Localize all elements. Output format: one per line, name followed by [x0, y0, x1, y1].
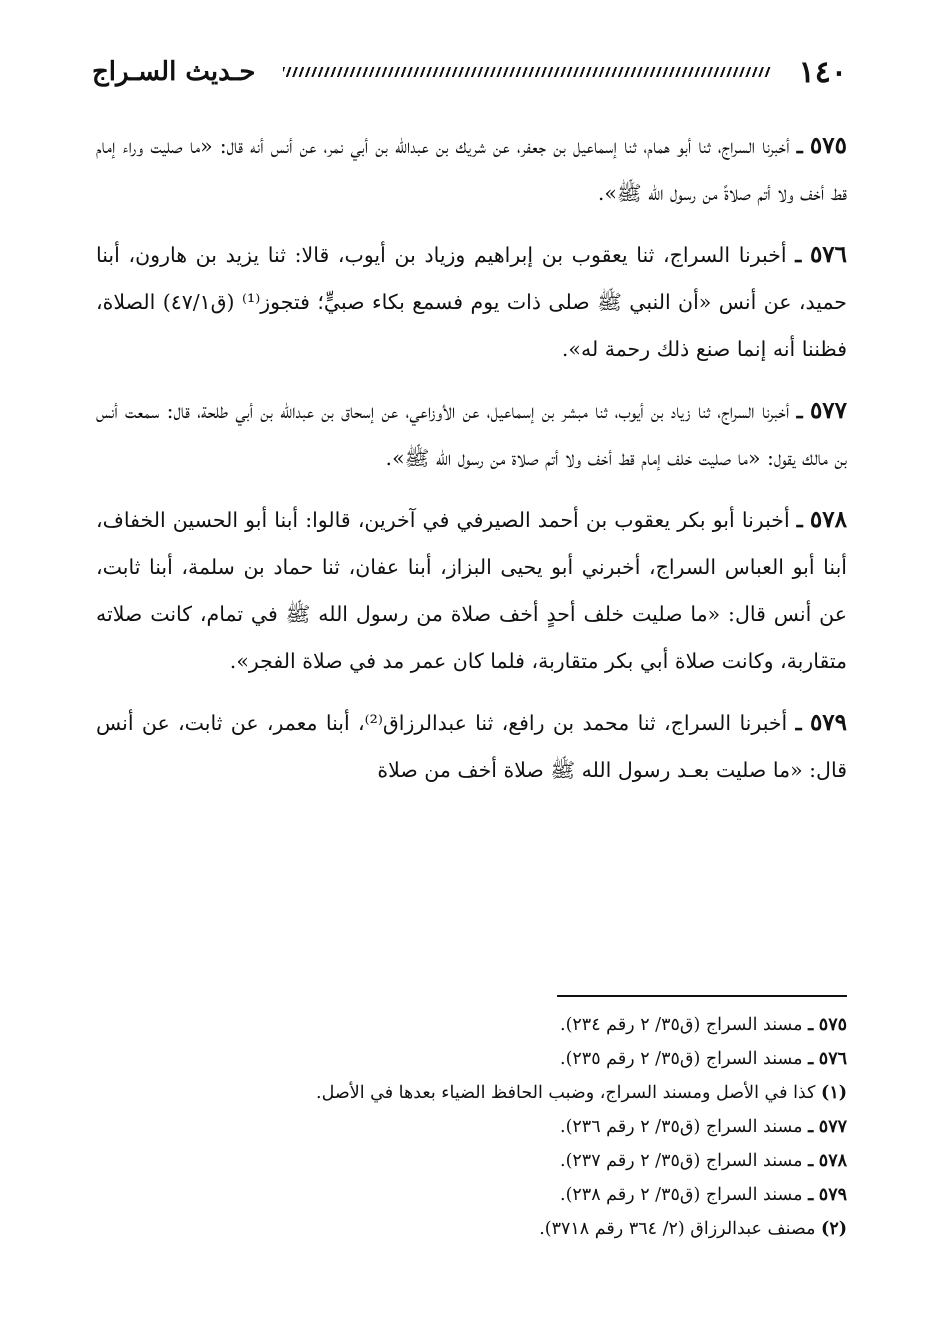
- footnote-label: (١): [821, 1083, 847, 1103]
- footnote-text: مسند السراج (ق٣٥/ ٢ رقم ٢٣٤).: [560, 1015, 803, 1035]
- footnote-text: كذا في الأصل ومسند السراج، وضبب الحافظ الضياء بعدها في الأصل.: [316, 1083, 816, 1103]
- footnote: ٥٧٥ ـ مسند السراج (ق٣٥/ ٢ رقم ٢٣٤).: [560, 1015, 847, 1035]
- hadith-text: أخبرنا السراج، ثنا محمد بن رافع، ثنا عبدالرزاق⁽²⁾، أبنا معمر، عن ثابت، عن أنس قال: «ما صليت بعـد رسول الله ﷺ صلاة أخف من صلاة: [96, 711, 847, 782]
- hadith-paragraph: ٥٧٩ ـ أخبرنا السراج، ثنا محمد بن رافع، ثنا عبدالرزاق⁽²⁾، أبنا معمر، عن ثابت، عن أنس قال: «ما صليت بعـد رسول الله ﷺ صلاة أخف من صلاة: [96, 709, 847, 782]
- hadith-paragraph: ٥٧٦ ـ أخبرنا السراج، ثنا يعقوب بن إبراهيم وزياد بن أيوب، قالا: ثنا يزيد بن هارون، أبنا حميد، عن أنس «أن النبي ﷺ صلى ذات يوم فسمع بكاء صبيٍّ؛ فتجوز⁽¹⁾ (ق٤٧/١) الصلاة، فظننا أنه إنما صنع ذلك رحمة له».: [96, 241, 847, 361]
- footnote-label: ٥٧٧: [818, 1117, 847, 1137]
- hadith-number: ٥٧٧: [809, 397, 847, 424]
- footnote-label: ٥٧٩: [818, 1185, 847, 1205]
- footnote-text: مسند السراج (ق٣٥/ ٢ رقم ٢٣٨).: [560, 1185, 803, 1205]
- footnote-text: مسند السراج (ق٣٥/ ٢ رقم ٢٣٦).: [560, 1117, 803, 1137]
- page-number: ١٤٠: [798, 54, 847, 90]
- main-text: [96, 122, 847, 808]
- footnote-label: ٥٧٥: [818, 1015, 847, 1035]
- footnote: [96, 1212, 847, 1246]
- hadith-paragraph: ٥٧٨ ـ أخبرنا أبو بكر يعقوب بن أحمد الصيرفي في آخرين، قالوا: أبنا أبو الحسين الخفاف، أبنا أبو العباس السراج، أخبرني أبو يحيى البزاز، أبنا عفان، ثنا حماد بن سلمة، أبنا ثابت، عن أنس قال: «ما صليت خلف أحدٍ أخف صلاة من رسول الله ﷺ في تمام، كانت صلاته متقاربة، وكانت صلاة أبي بكر متقاربة، فلما كان عمر مد في صلاة الفجر».: [96, 506, 847, 673]
- hadith-paragraph: ٥٧٧ ـ أخبرنا السراج، ثنا زياد بن أيوب، ثنا مبشر بن إسماعيل، عن الأوزاعي، عن إسحاق بن عبدالله بن أبي طلحة، قال: سمعت أنس بن مالك يقول: «ما صليت خلف إمام قط أخف ولا أتم صلاة من رسول الله ﷺ».: [96, 397, 847, 470]
- hadith-number: ٥٧٥: [809, 132, 847, 159]
- footnote: ٥٧٦ ـ مسند السراج (ق٣٥/ ٢ رقم ٢٣٥).: [560, 1049, 847, 1069]
- hadith-text: أخبرنا السراج، ثنا زياد بن أيوب، ثنا مبشر بن إسماعيل، عن الأوزاعي، عن إسحاق بن عبدالله بن أبي طلحة، قال: سمعت أنس بن مالك يقول: «ما صليت خلف إمام قط أخف ولا أتم صلاة من رسول الله ﷺ».: [96, 399, 847, 470]
- running-title: حـديث السـراج: [92, 57, 256, 87]
- footnote: [96, 1076, 847, 1110]
- footnote: ٥٧٨ ـ مسند السراج (ق٣٥/ ٢ رقم ٢٣٧).: [560, 1151, 847, 1171]
- footnote-text: مصنف عبدالرزاق (٢/ ٣٦٤ رقم ٣٧١٨).: [539, 1219, 816, 1239]
- hadith-paragraph: ٥٧٥ ـ أخبرنا السراج، ثنا أبو همام، ثنا إسماعيل بن جعفر، عن شريك بن عبدالله بن أبي نمر، عن أنس أنه قال: «ما صليت وراء إمام قط أخف ولا أتم صلاةً من رسول الله ﷺ».: [96, 132, 847, 205]
- footnote: ٥٧٧ ـ مسند السراج (ق٣٥/ ٢ رقم ٢٣٦).: [560, 1117, 847, 1137]
- footnote-text: مسند السراج (ق٣٥/ ٢ رقم ٢٣٧).: [560, 1151, 803, 1171]
- hadith-text: أخبرنا السراج، ثنا يعقوب بن إبراهيم وزياد بن أيوب، قالا: ثنا يزيد بن هارون، أبنا حميد، عن أنس «أن النبي ﷺ صلى ذات يوم فسمع بكاء صبيٍّ؛ فتجوز⁽¹⁾ (ق٤٧/١) الصلاة، فظننا أنه إنما صنع ذلك رحمة له».: [96, 243, 847, 361]
- header-rule: [283, 67, 770, 77]
- footnotes: [96, 1008, 847, 1246]
- hadith-number: ٥٧٨: [809, 506, 847, 533]
- hadith-number: ٥٧٩: [809, 709, 847, 736]
- page-header: [92, 52, 847, 92]
- footnote-label: ٥٧٦: [818, 1049, 847, 1069]
- footnote-text: مسند السراج (ق٣٥/ ٢ رقم ٢٣٥).: [560, 1049, 803, 1069]
- footnote-label: (٢): [821, 1219, 847, 1239]
- footnote-separator: [557, 995, 847, 997]
- hadith-text: أخبرنا السراج، ثنا أبو همام، ثنا إسماعيل بن جعفر، عن شريك بن عبدالله بن أبي نمر، عن أنس أنه قال: «ما صليت وراء إمام قط أخف ولا أتم صلاةً من رسول الله ﷺ».: [96, 134, 847, 205]
- hadith-number: ٥٧٦: [809, 241, 847, 268]
- hadith-text: أخبرنا أبو بكر يعقوب بن أحمد الصيرفي في آخرين، قالوا: أبنا أبو الحسين الخفاف، أبنا أبو العباس السراج، أخبرني أبو يحيى البزاز، أبنا عفان، ثنا حماد بن سلمة، أبنا ثابت، عن أنس قال: «ما صليت خلف أحدٍ أخف صلاة من رسول الله ﷺ في تمام، كانت صلاته متقاربة، وكانت صلاة أبي بكر متقاربة، فلما كان عمر مد في صلاة الفجر».: [96, 508, 847, 673]
- footnote-label: ٥٧٨: [818, 1151, 847, 1171]
- footnote: ٥٧٩ ـ مسند السراج (ق٣٥/ ٢ رقم ٢٣٨).: [560, 1185, 847, 1205]
